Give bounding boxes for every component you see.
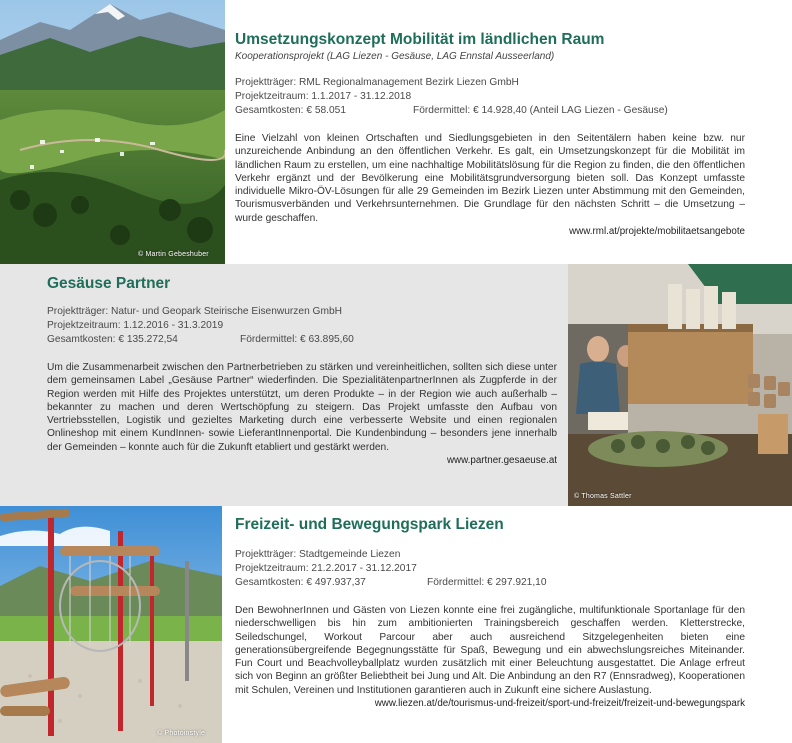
project-mobilitaet [0, 0, 792, 264]
project-meta [235, 76, 745, 118]
project-zeitraum: Projektzeitraum: 21.2.2017 - 31.12.2017 [235, 563, 417, 574]
project-bewegungspark [0, 506, 792, 743]
project-url: www.partner.gesaeuse.at [446, 455, 557, 467]
photo-credit: © Thomas Sattler [574, 493, 632, 500]
project-description: Den BewohnerInnen und Gästen von Liezen konnte eine frei zugängliche, multifunktionale Sportanlage für den niederschwelligen bis hin zum ambitionierten Trainingsbereich geschaffen werden. Kletterstrecke, Seiledschungel, Workout Parcour aber auch ausreichend Sitzgelegenheiten bieten eine generationsübergreifende Begegnungsstätte für Spaß, Bewegung und ein abwechslungsreiches Miteinander. Fun Court und Beachvolleyballplatz wurden zusätzlich mit einer Beleuchtung ausgestattet. Die Anlage erfreut sich von Beginn an größter Beliebtheit bei Jung und Alt. Die Anbindung an den R7 (Ennsradweg), Kooperationen mit Schulen, Vereinen und Institutionen garantieren auch in Zukunft eine sichere Auslastung. [235, 605, 745, 696]
project-gesamtkosten: Gesamtkosten: € 135.272,54 [47, 334, 178, 345]
project-zeitraum: Projektzeitraum: 1.1.2017 - 31.12.2018 [235, 91, 412, 102]
project-title: Umsetzungskonzept Mobilität im ländlichen Raum [235, 31, 605, 48]
project-gesamtkosten: Gesamtkosten: € 497.937,37 [235, 577, 366, 588]
project-text [47, 275, 557, 466]
project-title: Gesäuse Partner [47, 275, 171, 292]
project-zeitraum: Projektzeitraum: 1.12.2016 - 31.3.2019 [47, 320, 224, 331]
project-url: www.rml.at/projekte/mobilitaetsangebote [569, 226, 745, 238]
project-traeger: Projektträger: Stadtgemeinde Liezen [235, 549, 401, 560]
project-foerdermittel: Fördermittel: € 63.895,60 [240, 334, 354, 345]
project-description: Eine Vielzahl von kleinen Ortschaften und Siedlungsgebieten in den Seitentälern haben keine bzw. nur unzureichende Anbindung an den öffentlichen Verkehr. Es galt, ein Umsetzungskonzept für die Mobilität im ländlichen Raum zu erstellen, um eine nachhaltige Mobilitätslösung für die Region zu finden, die den öffentlichen Verkehr ergänzt und der Bevölkerung eine Mobilitätsgrundversorgung bieten soll. Das Konzept umfasste individuelle Mikro-ÖV-Lösungen für alle 29 Gemeinden im Bezirk Liezen unter Abstimmung mit den Gemeinden, Tourismusverbänden und Verkehrsunternehmen. Die Grundlage für den nächsten Schritt – die Umsetzung – wurde geschaffen. [235, 133, 745, 224]
project-gesamtkosten: Gesamtkosten: € 58.051 [235, 105, 346, 116]
playground-photo [0, 506, 222, 743]
valley-photo [0, 0, 225, 264]
project-traeger: Projektträger: RML Regionalmanagement Bezirk Liezen GmbH [235, 77, 519, 88]
project-traeger: Projektträger: Natur- und Geopark Steirische Eisenwurzen GmbH [47, 306, 342, 317]
project-foerdermittel: Fördermittel: € 14.928,40 (Anteil LAG Liezen - Gesäuse) [413, 105, 668, 116]
project-title: Freizeit- und Bewegungspark Liezen [235, 516, 504, 533]
project-text [235, 31, 745, 237]
project-url: www.liezen.at/de/tourismus-und-freizeit/sport-und-freizeit/freizeit-und-bewegungspark [374, 698, 745, 710]
project-foerdermittel: Fördermittel: € 297.921,10 [427, 577, 547, 588]
photo-credit: © Martin Gebeshuber [138, 251, 209, 258]
project-description: Um die Zusammenarbeit zwischen den Partnerbetrieben zu stärken und vereinheitlichen, sollten sich diese unter dem gemeinsamen Label „Gesäuse Partner“ wiederfinden. Die SpezialitätenpartnerInnen als Zugpferde in der Region werden mit Hilfe des Projektes unterstützt, um deren Produkte – in der Region wie auch außerhalb – bekannter zu machen und deren Wertschöpfung zu steigern. Das Projekt umfasste den Aufbau von Vertriebsstellen, Logistik und gezieltes Marketing durch eine verbesserte Website und einen regionalen Onlineshop mit einem KundInnen- sowie LieferantInnenportal. Die Kundenbindung – besonders jene innerhalb der Gemeinden – konnte auch für die Zukunft etabliert und gestärkt werden. [47, 362, 557, 453]
project-subtitle: Kooperationsprojekt (LAG Liezen - Gesäuse, LAG Ennstal Ausseerland) [235, 51, 555, 62]
photo-credit: © Photoinstyle [157, 730, 206, 737]
project-gesaeuse-partner [0, 264, 792, 506]
market-stand-photo [568, 264, 792, 506]
project-meta [235, 548, 745, 590]
project-text [235, 516, 745, 709]
project-meta [47, 305, 557, 347]
